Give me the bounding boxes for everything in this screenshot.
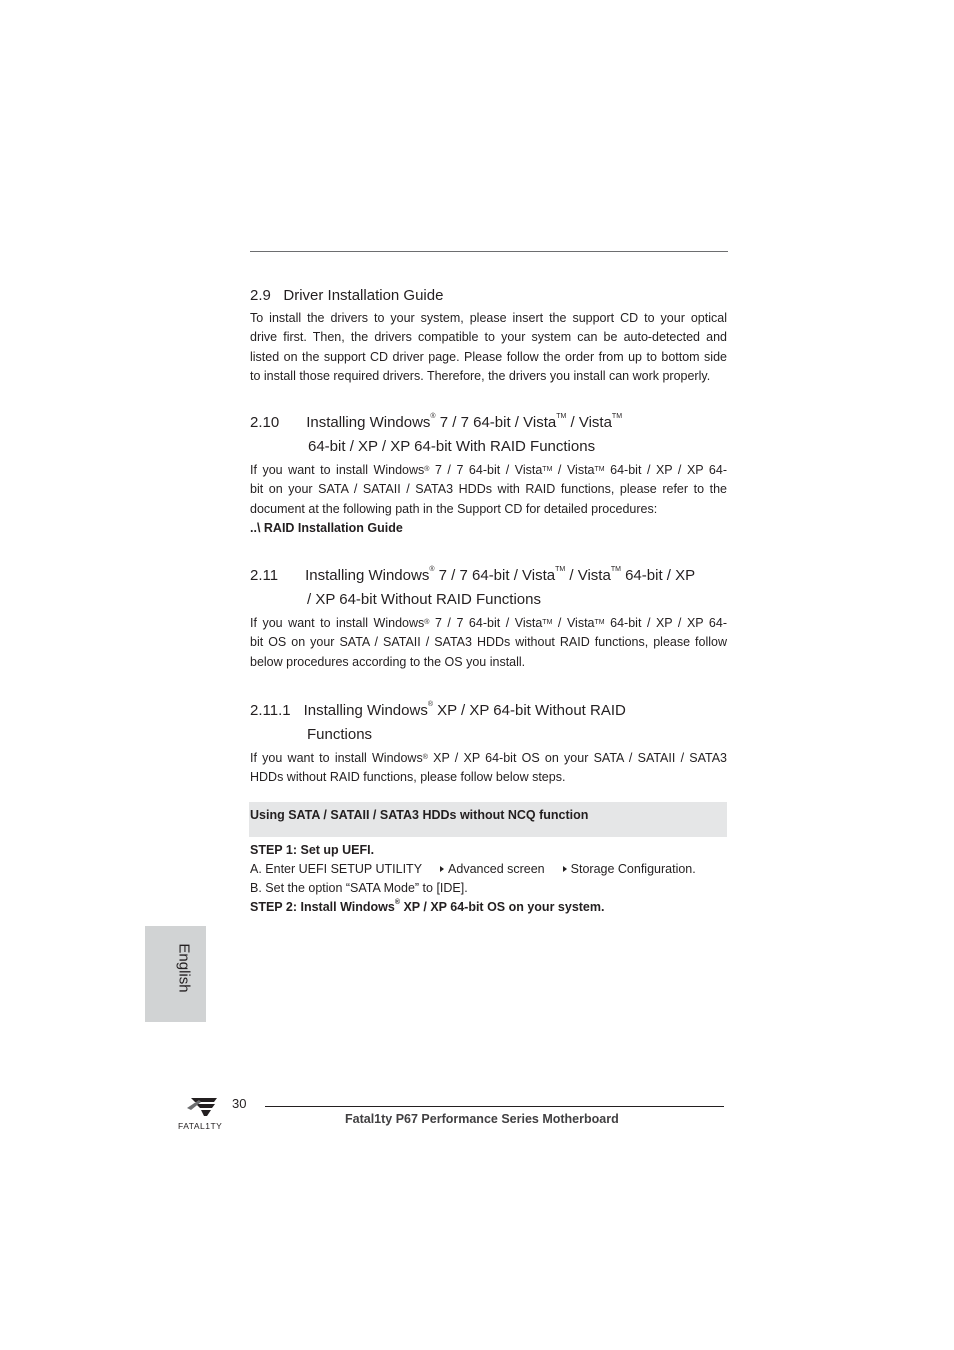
step-1-a: A. Enter UEFI SETUP UTILITY Advanced screen Storage Configuration. [250,862,696,876]
section-2-10-body: If you want to install Windows® 7 / 7 64-bit / Vista™ / Vista™ 64-bit / XP / XP 64- bit on your SATA / SATAII / SATA3 HDDs with RAID functions, please refer to the document at the following path in the Support CD for detailed procedures: ..\ RAID Installation Guide [250,461,727,539]
section-2-11-heading-cont: / XP 64-bit Without RAID Functions [307,591,541,608]
section-2-11-body: If you want to install Windows® 7 / 7 64-bit / Vista™ / Vista™ 64-bit / XP / XP 64- bit OS on your SATA / SATAII / SATA3 HDDs without RAID functions, please follow below procedures according to the OS you install. [250,616,727,669]
section-2-11-1-heading-cont: Functions [307,726,373,743]
arrow-right-icon [440,866,444,872]
footer-title: Fatal1ty P67 Performance Series Motherboard [345,1112,619,1126]
note-text: Using SATA / SATAII / SATA3 HDDs without NCQ function [250,808,589,822]
section-2-9-body: To install the drivers to your system, please insert the support CD to your optical drive first. Then, the drivers compatible to your system can be auto-detected and listed on the support CD driver page. Please follow the order from up to bottom side to install those required drivers. Therefore, the drivers you install can work properly. [250,311,727,384]
page-number: 30 [232,1096,247,1111]
section-2-10-heading: 2.10 Installing Windows® 7 / 7 64-bit / Vista™ / Vista™ [250,413,623,431]
section-number: 2.10 [250,414,280,431]
raid-guide-path: ..\ RAID Installation Guide [250,521,403,536]
step-2: STEP 2: Install Windows® XP / XP 64-bit OS on your system. [250,899,605,914]
fatal1ty-logo [177,1094,231,1134]
section-2-9-heading [250,287,443,304]
section-number: 2.9 [250,287,271,304]
section-2-11-1-body: If you want to install Windows® XP / XP 64-bit OS on your SATA / SATAII / SATA3 HDDs without RAID functions, please follow below steps. [250,751,728,785]
step-1: STEP 1: Set up UEFI. [250,843,375,857]
footer-rule [265,1106,724,1107]
section-2-11-heading: 2.11 Installing Windows® 7 / 7 64-bit / Vista™ / Vista™ 64-bit / XP [250,566,696,584]
section-2-11-1-heading: 2.11.1 Installing Windows® XP / XP 64-bit Without RAID [250,701,626,719]
language-label: English [175,943,193,993]
step-1-b: B. Set the option “SATA Mode” to [IDE]. [250,881,468,895]
arrow-right-icon [563,866,567,872]
section-2-10-heading-cont: 64-bit / XP / XP 64-bit With RAID Functions [308,438,596,455]
section-number: 2.11.1 [250,702,291,719]
section-number: 2.11 [250,567,279,584]
top-rule [250,251,728,252]
svg-text:FATAL1TY: FATAL1TY [178,1121,223,1131]
section-title: Driver Installation Guide [283,287,444,304]
